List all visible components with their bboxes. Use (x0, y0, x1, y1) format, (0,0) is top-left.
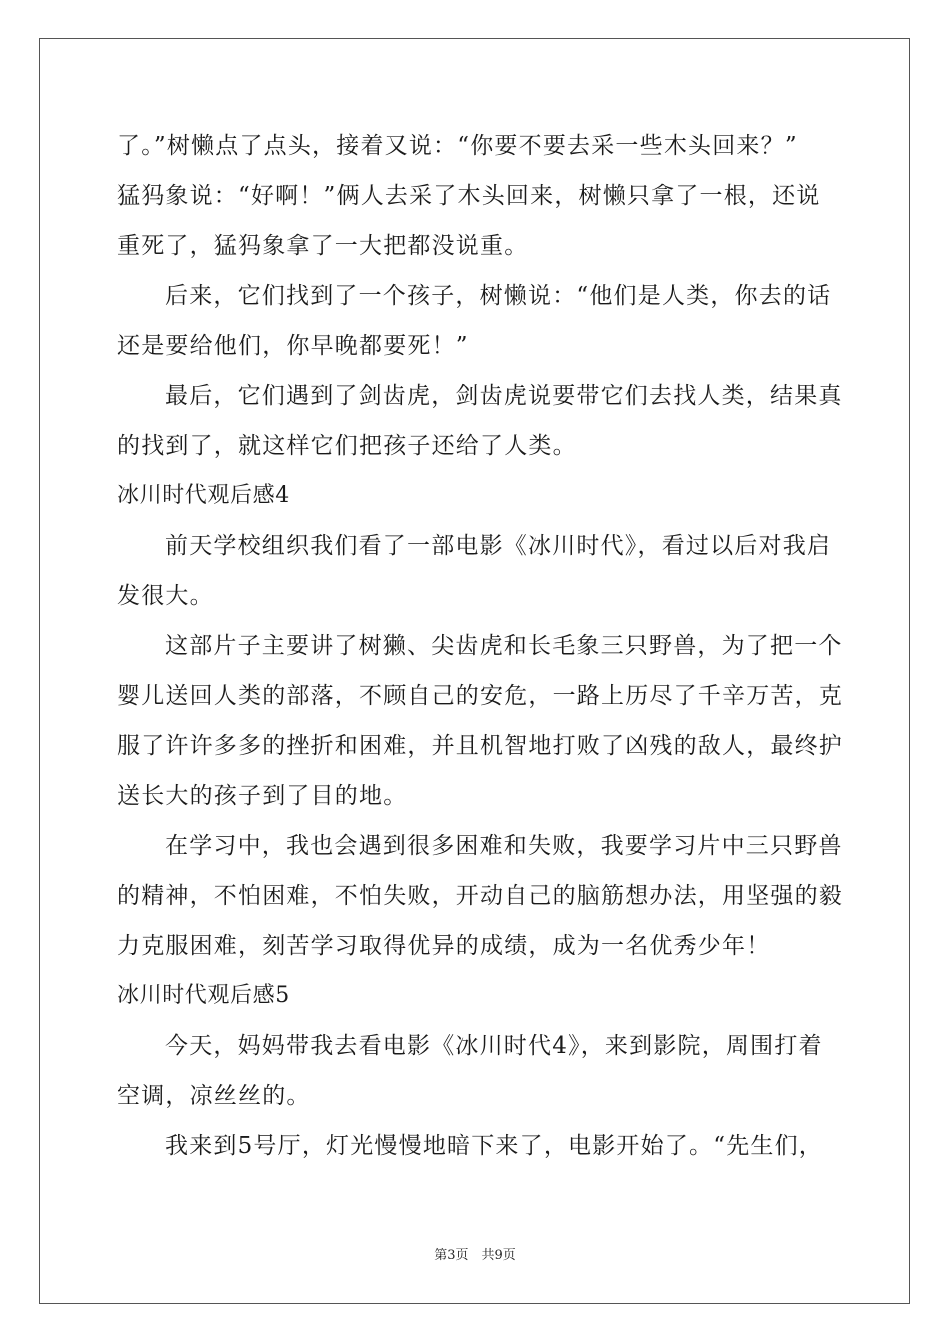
text-line: 的找到了，就这样它们把孩子还给了人类。 (117, 433, 577, 459)
paragraph-first-line: 最后，它们遇到了剑齿虎，剑齿虎说要带它们去找人类，结果真 (165, 383, 843, 409)
paragraph-first-line: 我来到5号厅，灯光慢慢地暗下来了，电影开始了。“先生们， (165, 1133, 823, 1159)
paragraph-first-line: 这部片子主要讲了树獭、尖齿虎和长毛象三只野兽，为了把一个 (165, 633, 843, 659)
text-line: 婴儿送回人类的部落，不顾自己的安危，一路上历尽了千辛万苦，克 (117, 683, 843, 709)
text-line: 服了许许多多的挫折和困难，并且机智地打败了凶残的敌人，最终护 (117, 733, 843, 759)
paragraph-first-line: 前天学校组织我们看了一部电影《冰川时代》，看过以后对我启 (165, 533, 832, 559)
paragraph-first-line: 今天，妈妈带我去看电影《冰川时代4》，来到影院，周围打着 (165, 1033, 823, 1059)
text-line: 的精神，不怕困难，不怕失败，开动自己的脑筋想办法，用坚强的毅 (117, 883, 843, 909)
paragraph-first-line: 在学习中，我也会遇到很多困难和失败，我要学习片中三只野兽 (165, 833, 843, 859)
text-line: 还是要给他们，你早晚都要死！” (117, 333, 469, 359)
paragraph-first-line: 后来，它们找到了一个孩子，树懒说：“他们是人类，你去的话 (165, 283, 832, 309)
text-line: 空调，凉丝丝的。 (117, 1083, 311, 1109)
section-heading: 冰川时代观后感5 (117, 983, 290, 1008)
section-heading: 冰川时代观后感4 (117, 483, 290, 508)
text-line: 发很大。 (117, 583, 214, 609)
text-line: 力克服困难，刻苦学习取得优异的成绩，成为一名优秀少年！ (117, 933, 771, 959)
text-line: 送长大的孩子到了目的地。 (117, 783, 408, 809)
text-line: 猛犸象说：“好啊！”俩人去采了木头回来，树懒只拿了一根，还说 (117, 183, 821, 209)
page-number: 第3页 共9页 (434, 1248, 516, 1263)
page-footer (0, 1244, 950, 1263)
text-line: 重死了，猛犸象拿了一大把都没说重。 (117, 233, 529, 259)
text-line: 了。”树懒点了点头，接着又说：“你要不要去采一些木头回来？” (117, 133, 798, 159)
document-body (117, 121, 843, 1171)
